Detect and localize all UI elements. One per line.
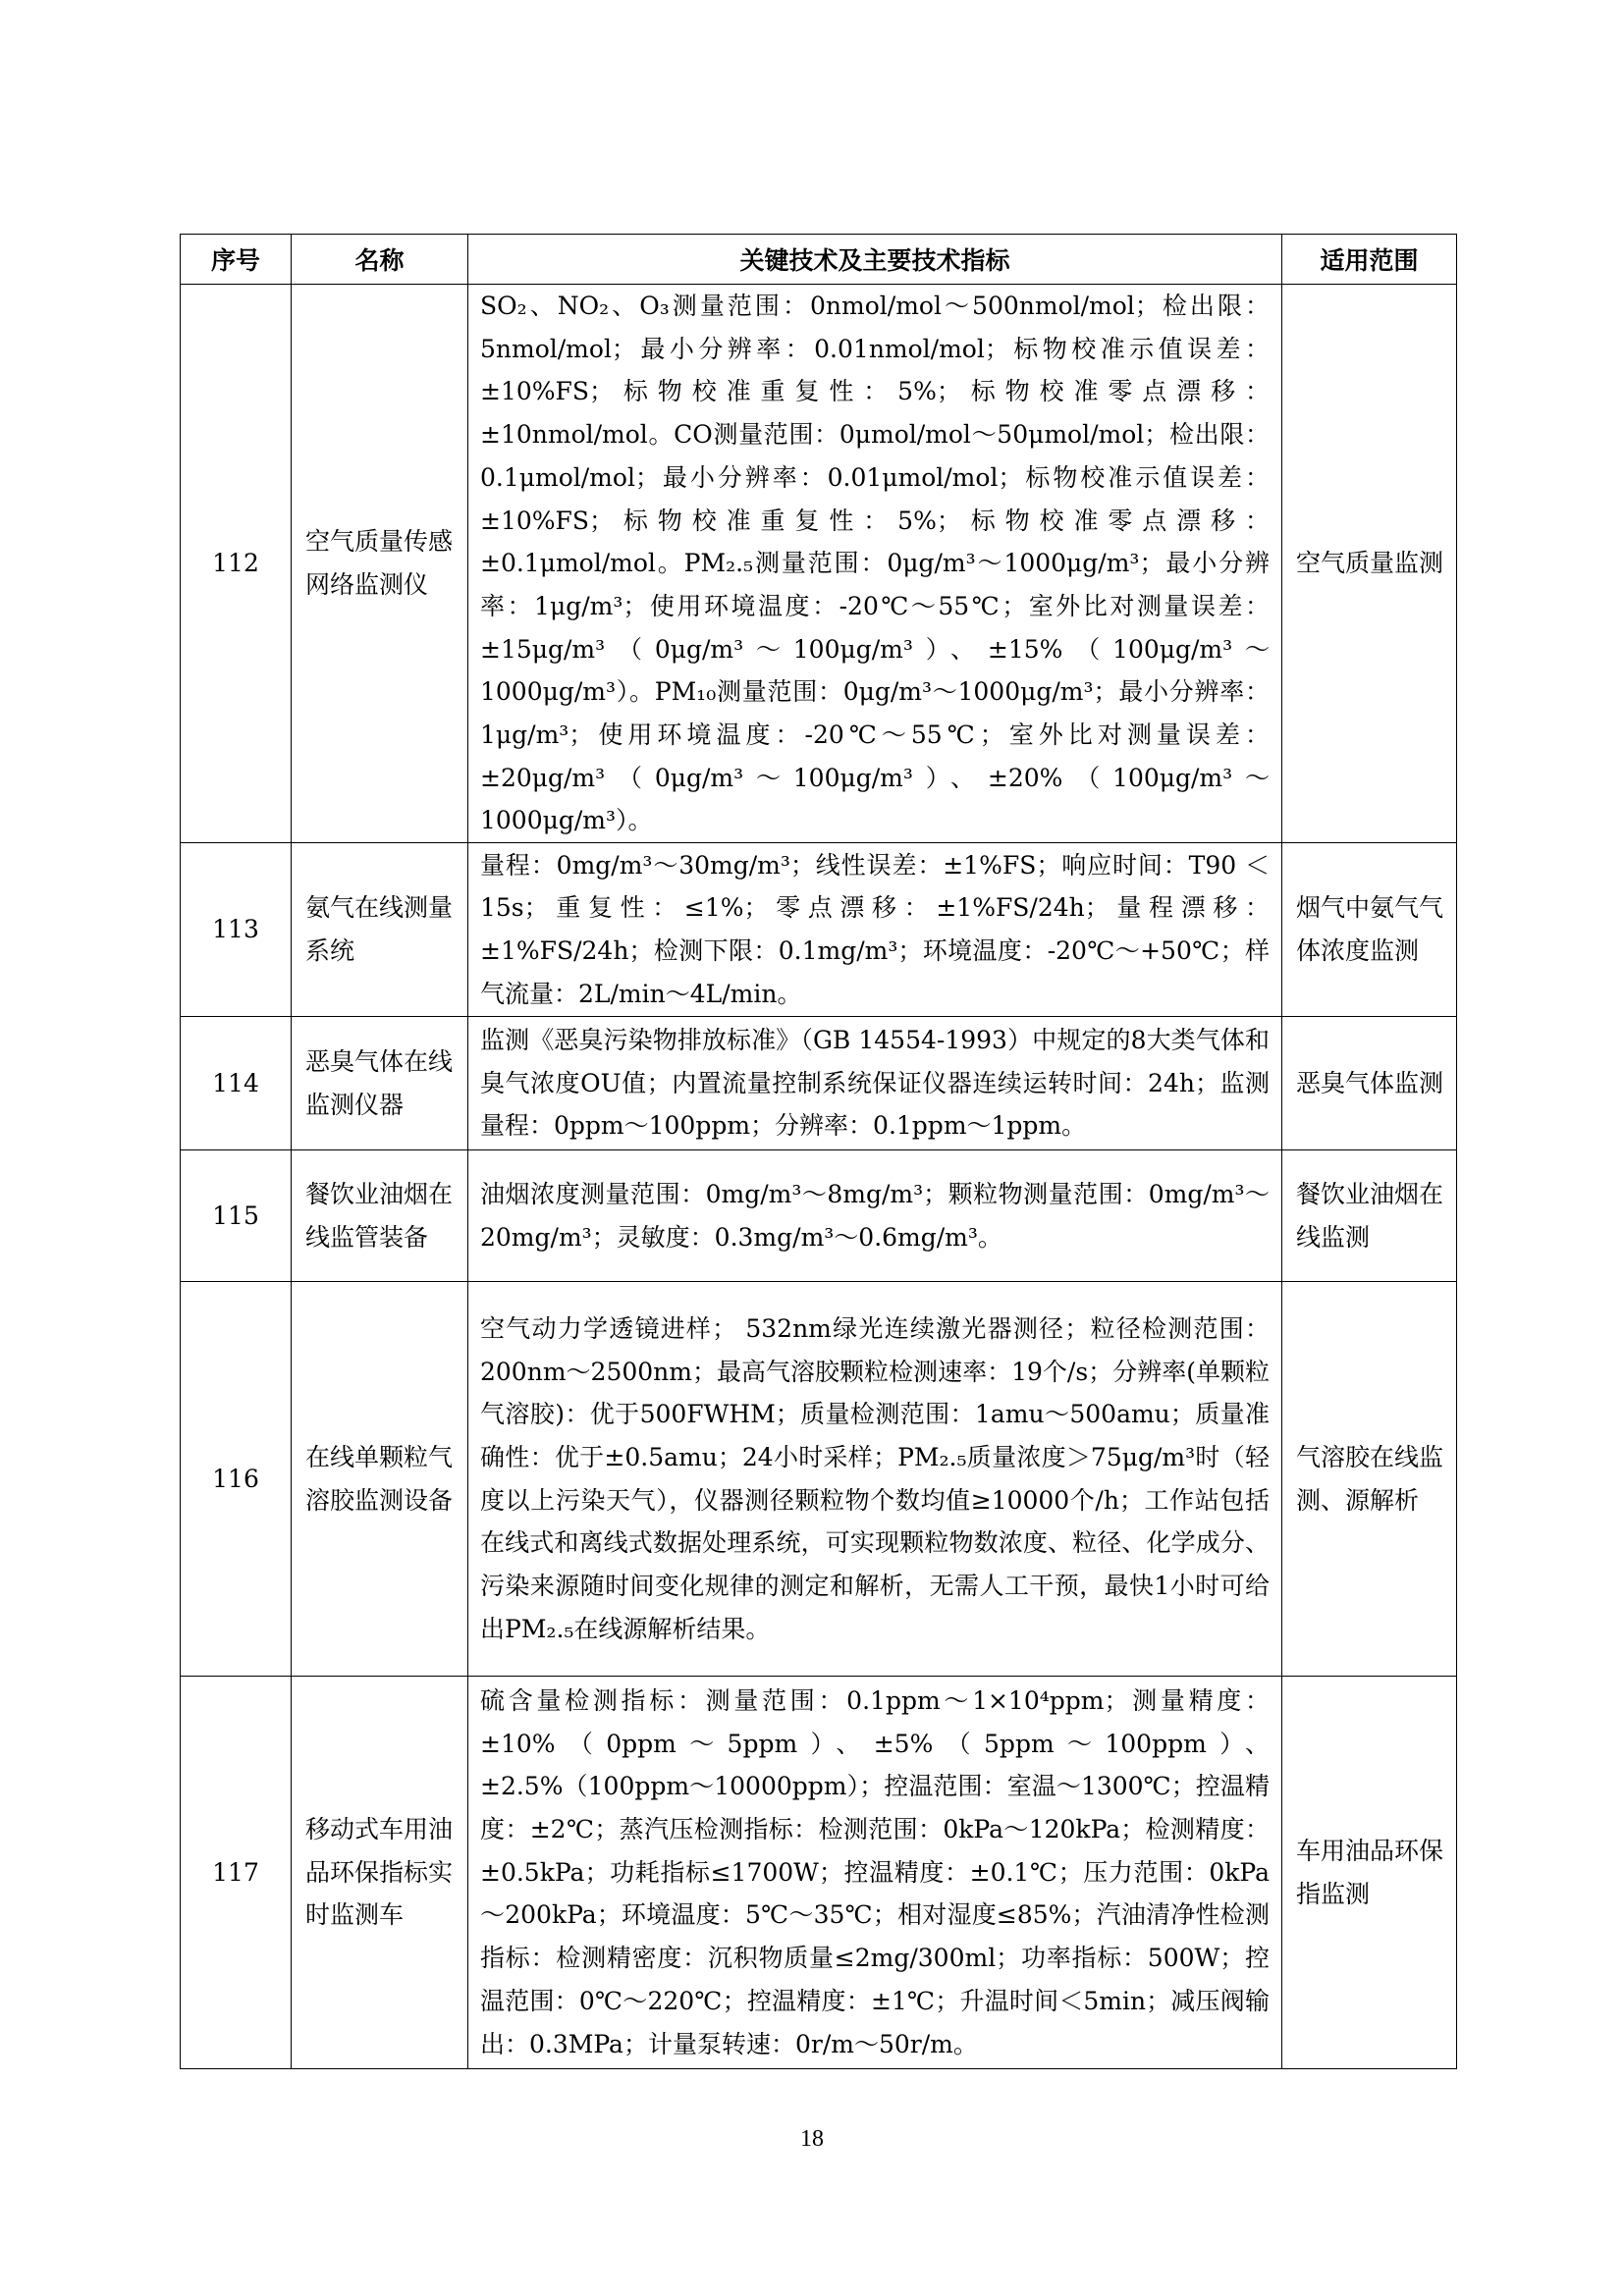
table-row bbox=[181, 1677, 1457, 2069]
header-spec: 关键技术及主要技术指标 bbox=[468, 235, 1282, 285]
application-scope: 烟气中氨气气体浓度监测 bbox=[1282, 843, 1457, 1017]
header-name: 名称 bbox=[292, 235, 468, 285]
technical-specs: 量程：0mg/m³～30mg/m³；线性误差：±1%FS；响应时间：T90 ＜ 15s；重复性：≤1%；零点漂移：±1%FS/24h；量程漂移：±1%FS/24h；检测下限：0.1mg/m³；环境温度：-20℃～+50℃；样气流量：2L/min～4L/min。 bbox=[468, 843, 1282, 1017]
application-scope: 餐饮业油烟在线监测 bbox=[1282, 1150, 1457, 1282]
row-number: 116 bbox=[181, 1282, 292, 1677]
header-no: 序号 bbox=[181, 235, 292, 285]
table-row bbox=[181, 285, 1457, 843]
technical-specs: 监测《恶臭污染物排放标准》（GB 14554-1993）中规定的8大类气体和臭气浓度OU值；内置流量控制系统保证仪器连续运转时间：24h；监测量程：0ppm～100ppm；分辨率：0.1ppm～1ppm。 bbox=[468, 1017, 1282, 1150]
header-scope: 适用范围 bbox=[1282, 235, 1457, 285]
page-number: 18 bbox=[800, 2126, 824, 2152]
table-row bbox=[181, 843, 1457, 1017]
equipment-name: 移动式车用油品环保指标实时监测车 bbox=[292, 1677, 468, 2069]
row-number: 115 bbox=[181, 1150, 292, 1282]
equipment-name: 在线单颗粒气溶胶监测设备 bbox=[292, 1282, 468, 1677]
equipment-name: 氨气在线测量系统 bbox=[292, 843, 468, 1017]
technical-specs: SO₂、NO₂、O₃测量范围：0nmol/mol～500nmol/mol；检出限：5nmol/mol；最小分辨率：0.01nmol/mol；标物校准示值误差：±10%FS；标物校准重复性：5%；标物校准零点漂移：±10nmol/mol。CO测量范围：0μmol/mol～50μmol/mol；检出限：0.1μmol/mol；最小分辨率：0.01μmol/mol；标物校准示值误差：±10%FS；标物校准重复性：5%；标物校准零点漂移：±0.1μmol/mol。PM₂.₅测量范围：0μg/m³～1000μg/m³；最小分辨率：1μg/m³；使用环境温度：-20℃～55℃；室外比对测量误差：±15μg/m³（0μg/m³～100μg/m³）、±15%（100μg/m³～1000μg/m³）。PM₁₀测量范围：0μg/m³～1000μg/m³；最小分辨率：1μg/m³；使用环境温度：-20℃～55℃；室外比对测量误差：±20μg/m³（0μg/m³～100μg/m³）、±20%（100μg/m³～1000μg/m³）。 bbox=[468, 285, 1282, 843]
equipment-name: 空气质量传感网络监测仪 bbox=[292, 285, 468, 843]
row-number: 114 bbox=[181, 1017, 292, 1150]
application-scope: 气溶胶在线监测、源解析 bbox=[1282, 1282, 1457, 1677]
application-scope: 车用油品环保指监测 bbox=[1282, 1677, 1457, 2069]
equipment-name: 恶臭气体在线监测仪器 bbox=[292, 1017, 468, 1150]
table-row bbox=[181, 1017, 1457, 1150]
table-row bbox=[181, 1282, 1457, 1677]
application-scope: 空气质量监测 bbox=[1282, 285, 1457, 843]
application-scope: 恶臭气体监测 bbox=[1282, 1017, 1457, 1150]
equipment-spec-table bbox=[180, 234, 1457, 2069]
technical-specs: 油烟浓度测量范围：0mg/m³～8mg/m³；颗粒物测量范围：0mg/m³～20mg/m³；灵敏度：0.3mg/m³～0.6mg/m³。 bbox=[468, 1150, 1282, 1282]
row-number: 113 bbox=[181, 843, 292, 1017]
equipment-name: 餐饮业油烟在线监管装备 bbox=[292, 1150, 468, 1282]
technical-specs: 硫含量检测指标：测量范围：0.1ppm～1×10⁴ppm；测量精度：±10%（0ppm～5ppm）、±5%（5ppm～100ppm）、±2.5%（100ppm～10000ppm）；控温范围：室温～1300℃；控温精度：±2℃；蒸汽压检测指标：检测范围：0kPa～120kPa；检测精度：±0.5kPa；功耗指标≤1700W；控温精度：±0.1℃；压力范围：0kPa～200kPa；环境温度：5℃～35℃；相对湿度≤85%；汽油清净性检测指标：检测精密度：沉积物质量≤2mg/300ml；功率指标：500W；控温范围：0℃～220℃；控温精度：±1℃；升温时间＜5min；减压阀输出：0.3MPa；计量泵转速：0r/m～50r/m。 bbox=[468, 1677, 1282, 2069]
table-row bbox=[181, 1150, 1457, 1282]
row-number: 117 bbox=[181, 1677, 292, 2069]
technical-specs: 空气动力学透镜进样； 532nm绿光连续激光器测径；粒径检测范围：200nm～2500nm；最高气溶胶颗粒检测速率：19个/s；分辨率(单颗粒气溶胶)：优于500FWHM；质量检测范围：1amu～500amu；质量准确性：优于±0.5amu；24小时采样；PM₂.₅质量浓度＞75μg/m³时（轻度以上污染天气），仪器测径颗粒物个数均值≥10000个/h；工作站包括在线式和离线式数据处理系统，可实现颗粒物数浓度、粒径、化学成分、污染来源随时间变化规律的测定和解析，无需人工干预，最快1小时可给出PM₂.₅在线源解析结果。 bbox=[468, 1282, 1282, 1677]
row-number: 112 bbox=[181, 285, 292, 843]
table-header-row bbox=[181, 235, 1457, 285]
